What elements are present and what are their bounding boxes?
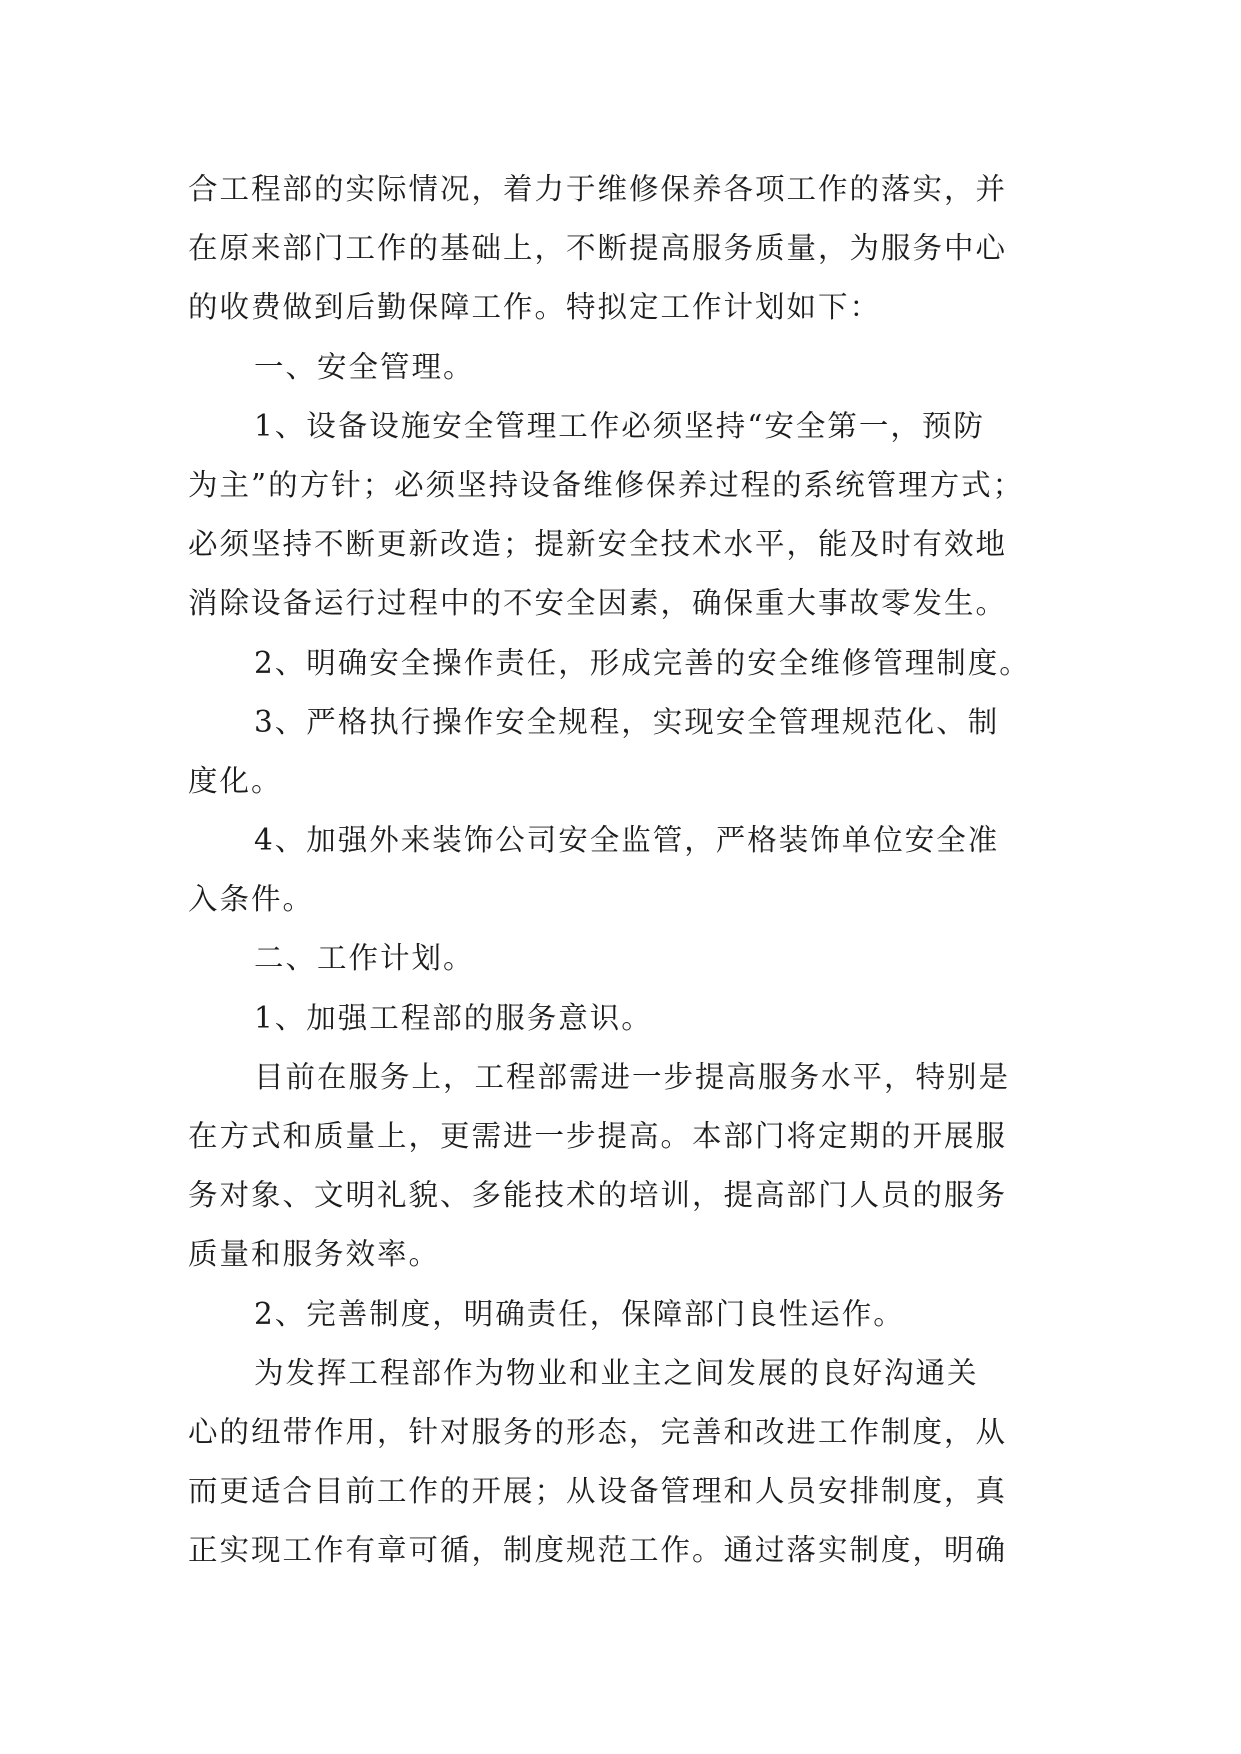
text-line: 合工程部的实际情况，着力于维修保养各项工作的落实，并 bbox=[188, 172, 1008, 206]
text-line: 为主”的方针；必须坚持设备维修保养过程的系统管理方式； bbox=[188, 467, 1025, 502]
text-line: 2、完善制度，明确责任，保障部门良性运作。 bbox=[254, 1296, 905, 1331]
text-line: 务对象、文明礼貌、多能技术的培训，提高部门人员的服务 bbox=[188, 1178, 1008, 1213]
section-heading: 二、工作计划。 bbox=[254, 941, 475, 976]
text-line: 目前在服务上，工程部需进一步提高服务水平，特别是 bbox=[254, 1059, 1011, 1094]
text-line: 度化。 bbox=[188, 763, 283, 798]
text-line: 必须坚持不断更新改造；提新安全技术水平，能及时有效地 bbox=[188, 527, 1008, 562]
text-line: 1、加强工程部的服务意识。 bbox=[254, 1000, 653, 1035]
text-line: 消除设备运行过程中的不安全因素，确保重大事故零发生。 bbox=[188, 586, 1008, 621]
text-line: 2、明确安全操作责任，形成完善的安全维修管理制度。 bbox=[254, 645, 1031, 680]
text-line: 4、加强外来装饰公司安全监管，严格装饰单位安全准 bbox=[254, 823, 1000, 858]
text-line: 心的纽带作用，针对服务的形态，完善和改进工作制度，从 bbox=[188, 1414, 1008, 1449]
text-line: 1、设备设施安全管理工作必须坚持“安全第一，预防 bbox=[254, 408, 985, 443]
text-line: 的收费做到后勤保障工作。特拟定工作计划如下： bbox=[188, 290, 882, 325]
text-line: 3、严格执行操作安全规程，实现安全管理规范化、制 bbox=[254, 704, 1000, 739]
text-line: 在原来部门工作的基础上，不断提高服务质量，为服务中心 bbox=[188, 231, 1008, 266]
section-heading: 一、安全管理。 bbox=[254, 349, 475, 384]
text-line: 正实现工作有章可循，制度规范工作。通过落实制度，明确 bbox=[188, 1533, 1008, 1568]
text-line: 而更适合目前工作的开展；从设备管理和人员安排制度，真 bbox=[188, 1474, 1008, 1509]
text-line: 质量和服务效率。 bbox=[188, 1237, 441, 1272]
text-line: 在方式和质量上，更需进一步提高。本部门将定期的开展服 bbox=[188, 1119, 1008, 1153]
document-body bbox=[188, 160, 1058, 1581]
text-line: 为发挥工程部作为物业和业主之间发展的良好沟通关 bbox=[254, 1355, 979, 1390]
text-line: 入条件。 bbox=[188, 882, 315, 917]
